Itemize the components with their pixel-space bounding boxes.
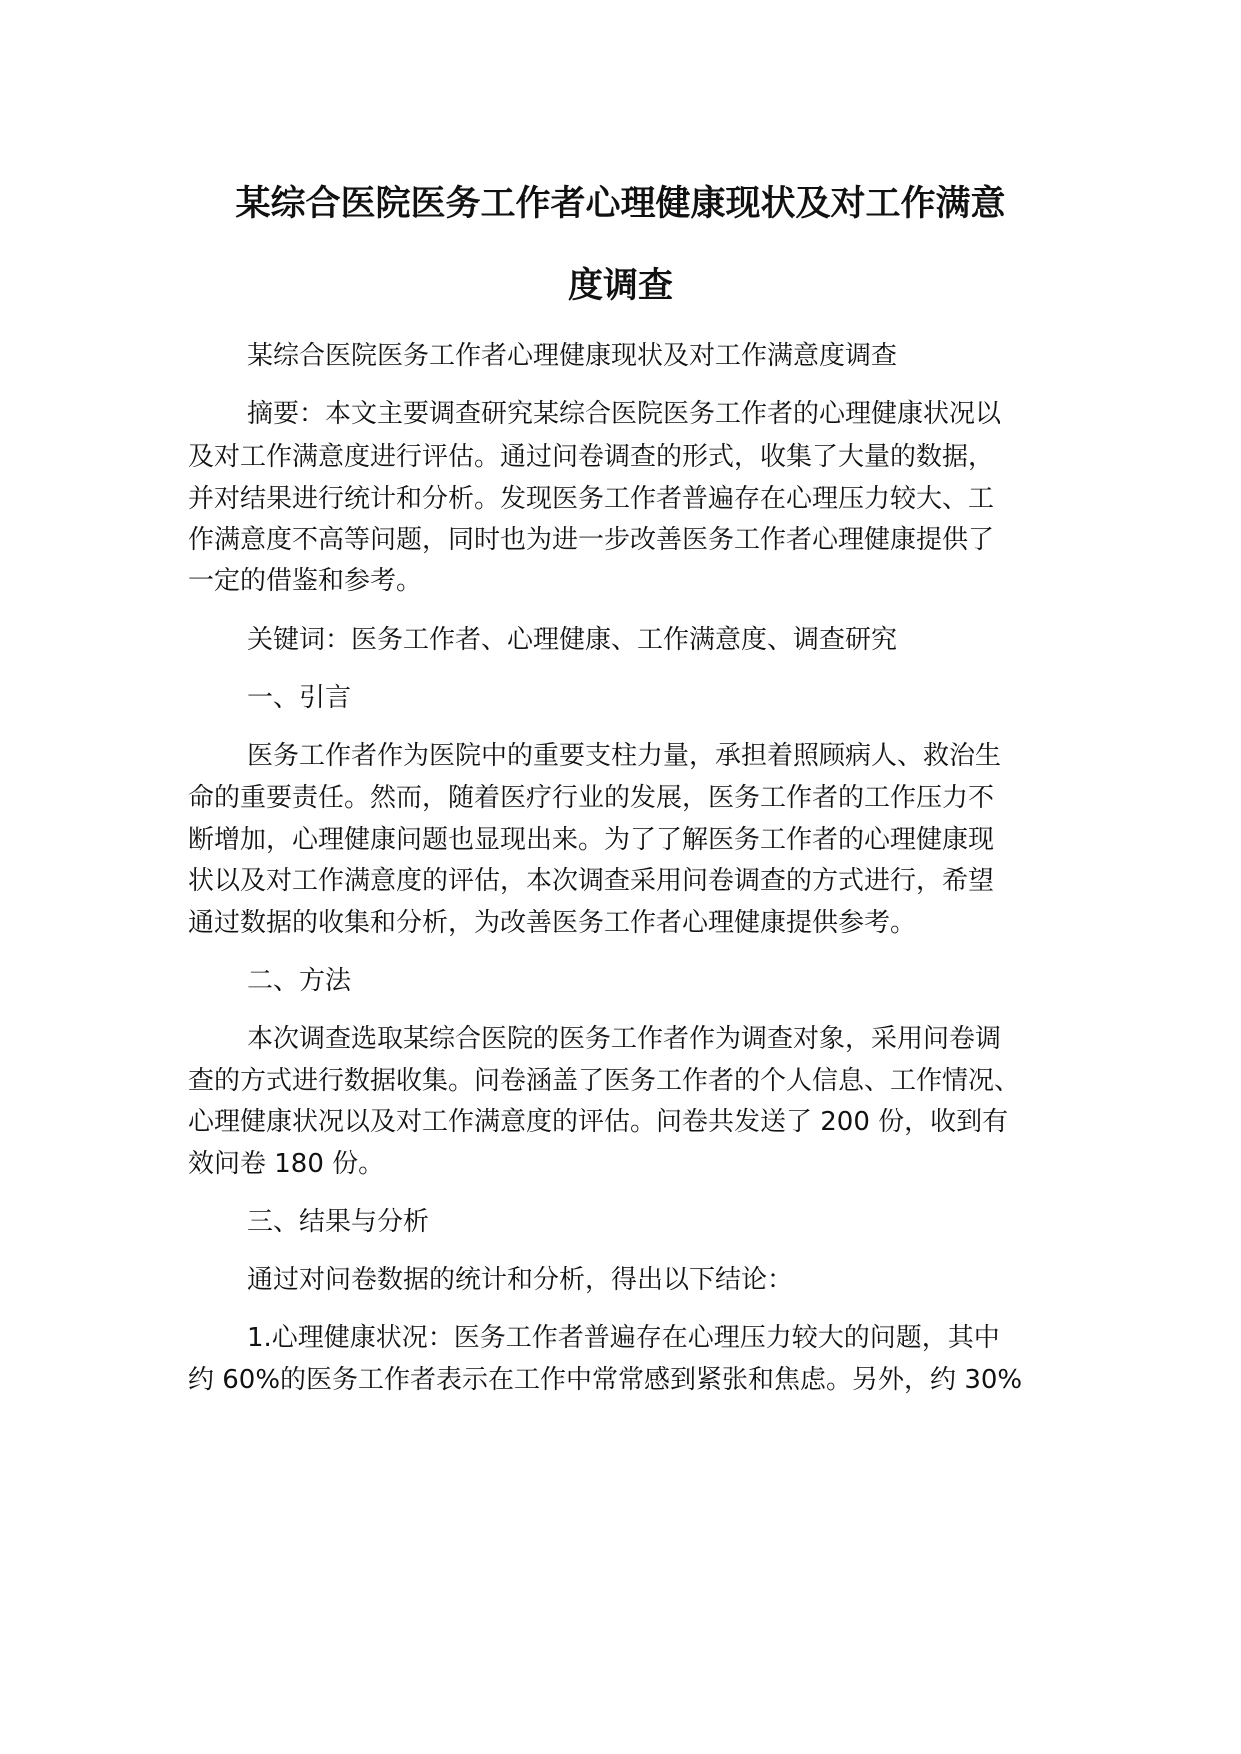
paragraph-line: 状以及对工作满意度的评估，本次调查采用问卷调查的方式进行，希望 — [188, 866, 995, 896]
paragraph-line: 并对结果进行统计和分析。发现医务工作者普遍存在心理压力较大、工 — [188, 484, 995, 514]
paragraph-line: 断增加，心理健康问题也显现出来。为了了解医务工作者的心理健康现 — [188, 825, 995, 855]
paragraph-line: 医务工作者作为医院中的重要支柱力量，承担着照顾病人、救治生 — [247, 741, 1002, 771]
paragraph-line: 关键词：医务工作者、心理健康、工作满意度、调查研究 — [247, 625, 898, 655]
document-title-line-2: 度调查 — [567, 266, 673, 306]
paragraph-line: 1.心理健康状况：医务工作者普遍存在心理压力较大的问题，其中 — [247, 1323, 1000, 1353]
paragraph-line: 一定的借鉴和参考。 — [188, 566, 423, 596]
paragraph-line: 本次调查选取某综合医院的医务工作者作为调查对象，采用问卷调 — [247, 1024, 1002, 1054]
paragraph-line: 约 60%的医务工作者表示在工作中常常感到紧张和焦虑。另外，约 30% — [188, 1365, 1023, 1395]
document-title-line-1: 某综合医院医务工作者心理健康现状及对工作满意 — [235, 184, 1006, 224]
paragraph-line: 效问卷 180 份。 — [188, 1149, 385, 1179]
paragraph-line: 查的方式进行数据收集。问卷涵盖了医务工作者的个人信息、工作情况、 — [188, 1066, 1021, 1096]
paragraph-line: 及对工作满意度进行评估。通过问卷调查的形式，收集了大量的数据， — [188, 442, 995, 472]
paragraph-line: 通过数据的收集和分析，为改善医务工作者心理健康提供参考。 — [188, 908, 917, 938]
section-heading: 三、结果与分析 — [247, 1207, 430, 1237]
paragraph-line: 命的重要责任。然而，随着医疗行业的发展，医务工作者的工作压力不 — [188, 783, 995, 813]
section-heading: 一、引言 — [247, 683, 352, 713]
section-heading: 二、方法 — [247, 966, 352, 996]
paragraph-line: 某综合医院医务工作者心理健康现状及对工作满意度调查 — [247, 341, 898, 371]
paragraph-line: 摘要：本文主要调查研究某综合医院医务工作者的心理健康状况以 — [247, 399, 1002, 429]
paragraph-line: 作满意度不高等问题，同时也为进一步改善医务工作者心理健康提供了 — [188, 525, 995, 555]
paragraph-line: 通过对问卷数据的统计和分析，得出以下结论： — [247, 1265, 794, 1295]
paragraph-line: 心理健康状况以及对工作满意度的评估。问卷共发送了 200 份，收到有 — [188, 1107, 1009, 1137]
